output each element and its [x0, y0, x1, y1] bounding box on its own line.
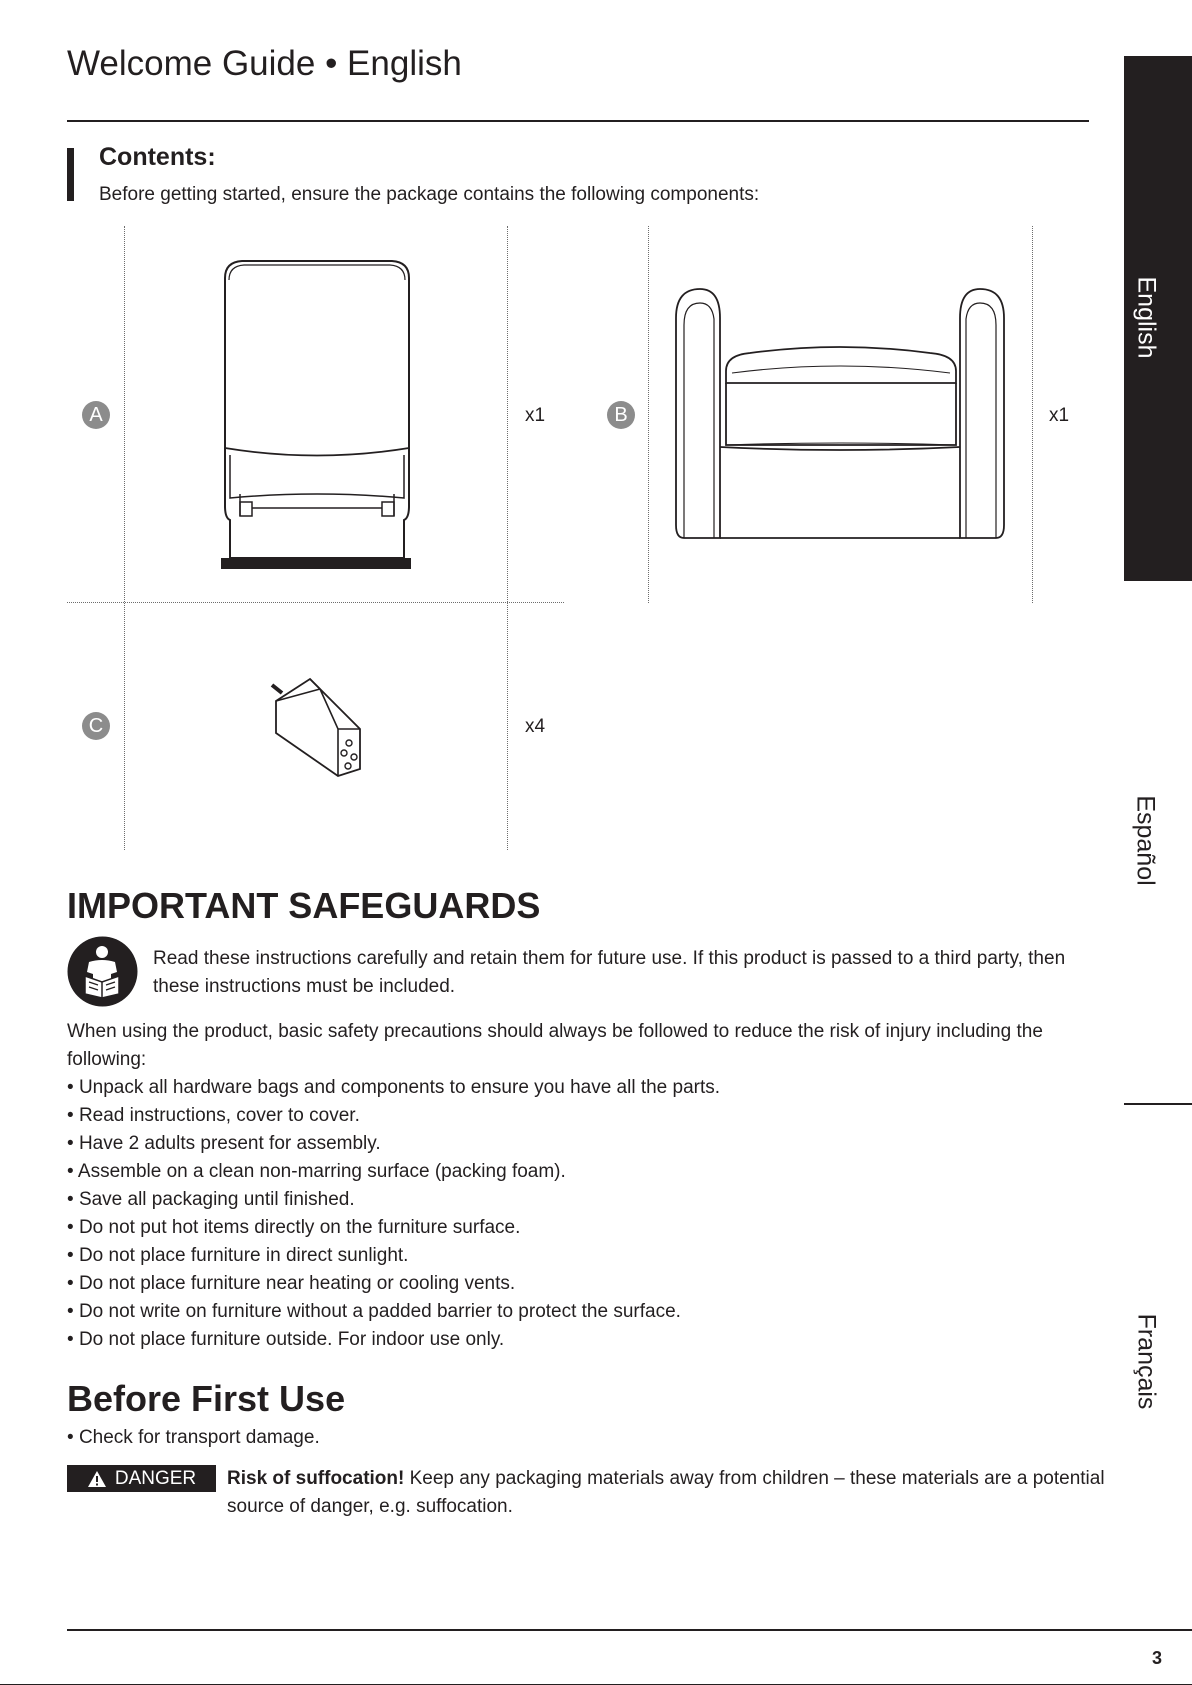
danger-badge — [67, 1465, 216, 1492]
safeguard-text: Do not write on furniture without a padded barrier to protect the surface. — [78, 1301, 681, 1322]
before-first-use-list — [67, 1424, 320, 1452]
bullet-dot: • — [67, 1329, 79, 1350]
bullet-dot: • — [67, 1301, 79, 1322]
component-quantity-a: x1 — [525, 405, 546, 426]
safeguard-item — [67, 1102, 720, 1130]
safeguard-item — [67, 1326, 720, 1354]
chair-back-icon — [218, 258, 416, 572]
safeguard-text: Do not place furniture near heating or cooling vents. — [78, 1273, 516, 1294]
read-instructions-icon — [67, 936, 138, 1007]
safeguards-heading: IMPORTANT SAFEGUARDS — [67, 885, 541, 926]
safeguard-text: Do not put hot items directly on the furniture surface. — [78, 1217, 521, 1238]
grid-line — [648, 226, 649, 603]
warning-triangle-icon — [87, 1470, 107, 1488]
safeguard-text: Save all packaging until finished. — [78, 1189, 355, 1210]
bullet-dot: • — [67, 1161, 78, 1182]
read-instructions-text: Read these instructions carefully and retain them for future use. If this product is passed to a third party, then these instructions must be included. — [153, 948, 1066, 997]
safeguard-item — [67, 1074, 720, 1102]
footer-rule — [67, 1629, 1192, 1631]
side-tab-francais[interactable]: Français — [1132, 1313, 1161, 1410]
component-quantity-b: x1 — [1049, 405, 1070, 426]
contents-intro: Before getting started, ensure the package contains the following components: — [99, 184, 760, 205]
safeguard-text: Do not place furniture outside. For indoor use only. — [78, 1329, 505, 1350]
grid-line — [124, 226, 125, 850]
component-letter-b: B — [607, 401, 635, 429]
safeguard-item — [67, 1214, 720, 1242]
safeguards-list — [67, 1074, 720, 1354]
side-tab-divider — [1124, 1103, 1192, 1105]
component-letter-c: C — [82, 712, 110, 740]
safeguards-intro: When using the product, basic safety precautions should always be followed to reduce the risk of injury including the following: — [67, 1021, 1043, 1070]
before-first-use-text: Check for transport damage. — [78, 1427, 320, 1448]
component-quantity-c: x4 — [525, 716, 546, 737]
bullet-dot: • — [67, 1245, 79, 1266]
bullet-dot: • — [67, 1273, 79, 1294]
safeguard-item — [67, 1242, 720, 1270]
safeguard-item — [67, 1270, 720, 1298]
bullet-dot: • — [67, 1133, 79, 1154]
header-rule — [67, 120, 1089, 122]
side-tab-espanol[interactable]: Español — [1131, 795, 1160, 886]
safeguard-item — [67, 1298, 720, 1326]
grid-line — [507, 226, 508, 850]
safeguard-text: Read instructions, cover to cover. — [78, 1105, 360, 1126]
safeguard-text: Unpack all hardware bags and components to ensure you have all the parts. — [78, 1077, 721, 1098]
danger-emphasis: Risk of suffocation! — [227, 1468, 405, 1489]
bullet-dot: • — [67, 1427, 79, 1448]
furniture-leg-icon — [268, 673, 364, 777]
chair-seat-frame-icon — [670, 285, 1010, 541]
component-letter-a: A — [82, 401, 110, 429]
page-number: 3 — [1152, 1648, 1163, 1668]
contents-heading: Contents: — [99, 143, 216, 171]
before-first-use-heading: Before First Use — [67, 1378, 346, 1419]
safeguard-item — [67, 1186, 720, 1214]
section-accent-bar — [67, 148, 74, 201]
page-title: Welcome Guide • English — [67, 44, 462, 83]
bullet-dot: • — [67, 1105, 79, 1126]
safeguard-text: Do not place furniture in direct sunlight. — [78, 1245, 409, 1266]
safeguard-text: Assemble on a clean non-marring surface (packing foam). — [77, 1161, 566, 1182]
bullet-dot: • — [67, 1077, 79, 1098]
danger-text — [227, 1465, 1107, 1521]
before-first-use-item — [67, 1424, 320, 1452]
safeguard-item — [67, 1158, 720, 1186]
safeguard-item — [67, 1130, 720, 1158]
grid-line — [1032, 226, 1033, 603]
danger-label: DANGER — [114, 1468, 197, 1489]
side-tab-english[interactable]: English — [1132, 276, 1161, 359]
grid-line — [67, 602, 564, 603]
bullet-dot: • — [67, 1189, 79, 1210]
safeguard-text: Have 2 adults present for assembly. — [78, 1133, 381, 1154]
bullet-dot: • — [67, 1217, 79, 1238]
danger-description: Keep any packaging materials away from children – these materials are a potential source of danger, e.g. suffocation. — [227, 1468, 1105, 1517]
